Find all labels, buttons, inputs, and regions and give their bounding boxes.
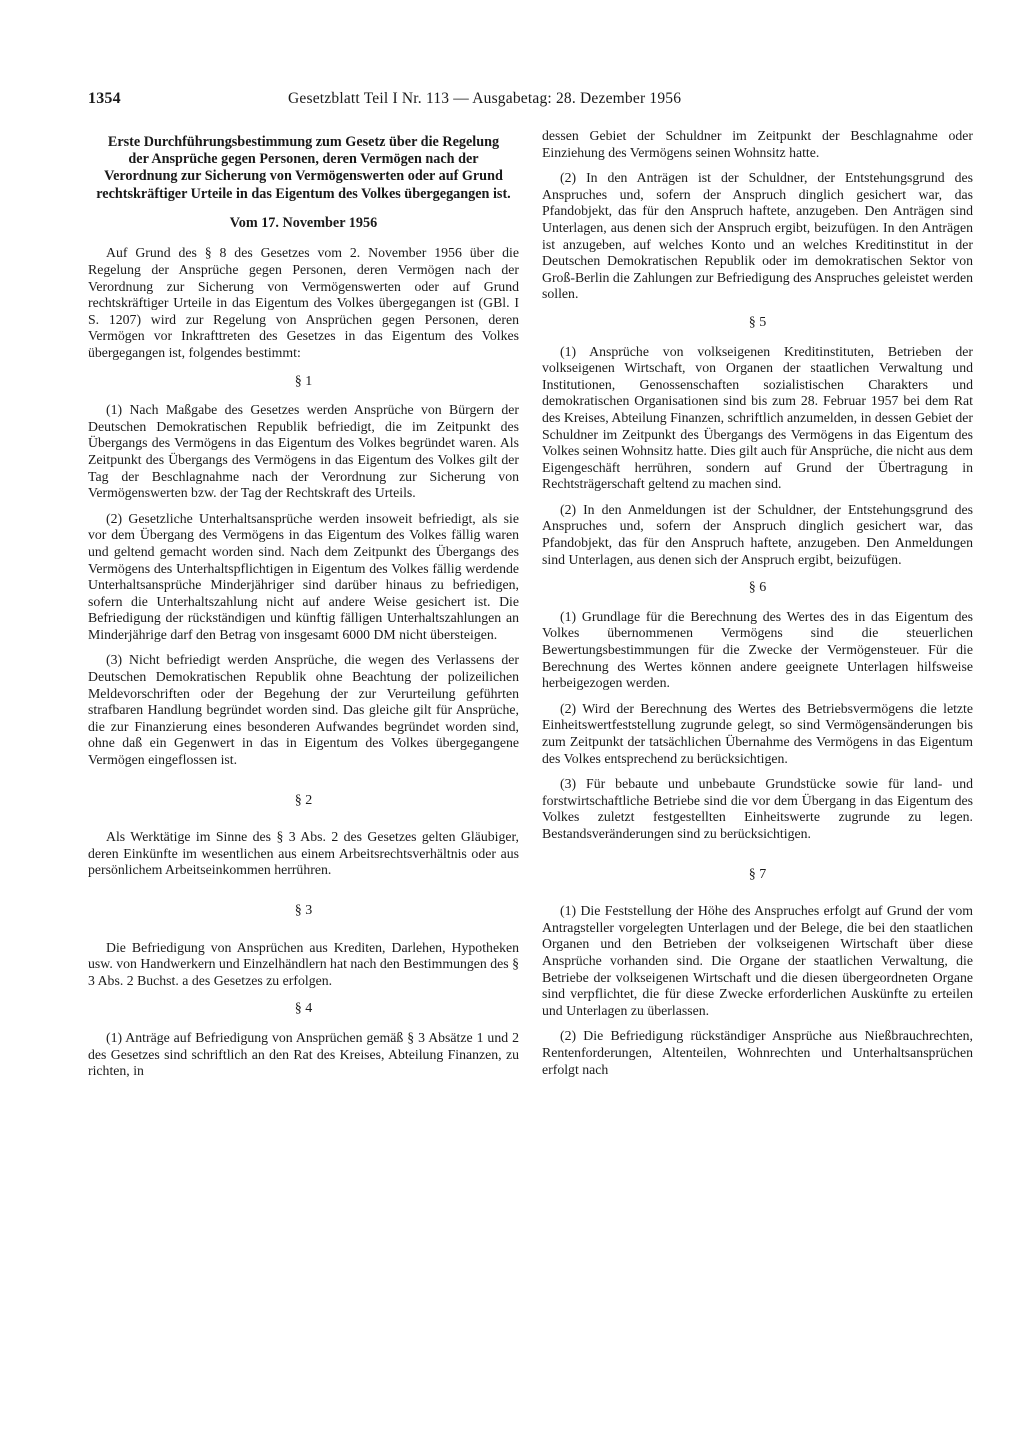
section-heading-6: § 6	[748, 580, 767, 596]
section-7-paragraph-2: (2) Die Befriedigung rückständiger Ansprüche aus Nießbrauchrechten, Rentenforderungen, Altenteilen, Wohnrechten und Unterhaltsansprüchen erfolgt nach	[542, 1028, 973, 1077]
section-6-paragraph-2: (2) Wird der Berechnung des Wertes des Betriebsvermögens die letzte Einheitswertfeststellung zugrunde gelegt, so sind Vermögensänderungen bis zum Zeitpunkt der tatsächlichen Übernahme des Vermögens in das Eigentum des Volkes entsprechend zu berücksichtigen.	[542, 700, 973, 766]
section-4-paragraph-1: (1) Anträge auf Befriedigung von Ansprüchen gemäß § 3 Absätze 1 und 2 des Gesetzes sind schriftlich an den Rat des Kreises, Abteilung Finanzen, zu richten, in	[88, 1029, 519, 1079]
section-1-paragraph-2: (2) Gesetzliche Unterhaltsansprüche werden insoweit befriedigt, als sie vor dem Übergang des Vermögens in das Eigentum des Volkes fällig waren und geltend gemacht worden sind. Nach dem Zeitpunkt des Übergangs des Vermögens des Unterhaltspflichtigen in Eigentum des Volkes fällig werdende Unterhaltsansprüche Minderjähriger sind darüber hinaus zu befriedigen, sofern die Unterhaltszahlung nicht auf andere Weise gesichert ist. Die Befriedigung der rückständigen und künftig fälligen Unterhaltszahlungen an Minderjährige darf den Betrag von insgesamt 6000 DM nicht übersteigen.	[88, 510, 519, 642]
section-6-paragraph-1: (1) Grundlage für die Berechnung des Wertes des in das Eigentum des Volkes übernommenen Vermögens sind die steuerlichen Bewertungsbestimmungen für die Zwecke der Vermögensteuer. Für die Berechnung des Wertes können andere geeignete Unterlagen hilfsweise herbeigezogen werden.	[542, 608, 973, 691]
section-3-paragraph-1: Die Befriedigung von Ansprüchen aus Krediten, Darlehen, Hypotheken usw. von Handwerkern und Einzelhändlern hat nach den Bestimmungen des § 3 Abs. 2 Buchst. a des Gesetzes zu erfolgen.	[88, 939, 519, 988]
page-number: 1354	[88, 90, 121, 107]
section-2-paragraph-1: Als Werktätige im Sinne des § 3 Abs. 2 des Gesetzes gelten Gläubiger, deren Einkünfte im wesentlichen aus einem Arbeitsrechtsverhältnis oder aus persönlichem Arbeitseinkommen herrühren.	[88, 829, 519, 878]
section-heading-2: § 2	[294, 792, 313, 808]
section-1-paragraph-3: (3) Nicht befriedigt werden Ansprüche, die wegen des Verlassens der Deutschen Demokratischen Republik ohne Beachtung der polizeilichen Meldevorschriften oder der Begehung der zur Verurteilung geführten strafbaren Handlung begründet worden sind. Das gleiche gilt für Ansprüche, die zur Finanzierung eines besonderen Aufwandes begründet worden sind, ohne daß ein Gegenwert in das in Eigentum des Volkes übergegangene Vermögen eingeflossen ist.	[88, 652, 519, 768]
intro-paragraph: Auf Grund des § 8 des Gesetzes vom 2. November 1956 über die Regelung der Ansprüche gegen Personen, deren Vermögen nach der Verordnung zur Sicherung von Vermögenswerten oder auf Grund rechtskräftiger Urteile in das Eigentum des Volkes übergegangen ist (GBl. I S. 1207) wird zur Regelung von Ansprüchen gegen Personen, deren Vermögen vor Inkrafttreten des Gesetzes in das Eigentum des Volkes übergegangen ist, folgendes bestimmt:	[88, 245, 519, 360]
section-5-paragraph-2: (2) In den Anmeldungen ist der Schuldner, der Entstehungsgrund des Anspruches und, sofern der Anspruch dinglich gesichert war, das Pfandobjekt, das für den Anspruch haftete, anzugeben. Den Anmeldungen sind Unterlagen, aus denen sich der Anspruch ergibt, beizufügen.	[542, 501, 973, 567]
section-heading-5: § 5	[748, 314, 767, 330]
section-7-paragraph-1: (1) Die Feststellung der Höhe des Anspruches erfolgt auf Grund der vom Antragsteller vorgelegten Unterlagen und der Belege, die bei den staatlichen Organen und den Betrieben der volkseigenen Wirtschaft über diese Ansprüche vorhanden sind. Die Organe der staatlichen Verwaltung, die Betriebe der volkseigenen Wirtschaft und die diesen übergeordneten Organe sind verpflichtet, die für diese Zwecke erforderlichen Auskünfte zu erteilen und Unterlagen zu überlassen.	[542, 903, 973, 1018]
section-5-paragraph-1: (1) Ansprüche von volkseigenen Kreditinstituten, Betrieben der volkseigenen Wirtschaft, von Organen der staatlichen Verwaltung und Institutionen, Genossenschaften sozialistischen Charakters und demokratischen Organisationen sind bis zum 28. Februar 1957 bei dem Rat des Kreises, Abteilung Finanzen, schriftlich anzumelden, in dessen Gebiet der Schuldner im Zeitpunkt des Übergangs des Vermögens in das Eigentum des Volkes seinen Wohnsitz hatte. Dies gilt auch für Ansprüche, die nicht aus dem Eigengeschäft herrühren, sondern auf Grund der Übertragung in Rechtsträgerschaft geltend zu machen sind.	[542, 343, 973, 492]
left-column	[88, 128, 519, 1089]
page-header	[88, 90, 984, 120]
running-head: Gesetzblatt Teil I Nr. 113 — Ausgabetag: 28. Dezember 1956	[288, 90, 682, 107]
section-4-paragraph-2: (2) In den Anträgen ist der Schuldner, der Entstehungsgrund des Anspruches und, sofern der Anspruch dinglich gesichert war, das Pfandobjekt, das für den Anspruch haftete, anzugeben. Den Anträgen sind Unterlagen, aus denen sich der Anspruch ergibt, beizufügen. In den Anträgen ist anzugeben, auf welches Konto und an welches Kreditinstitut in der Deutschen Demokratischen Republik oder im demokratischen Sektor von Groß-Berlin die Zahlungen zur Befriedigung des Anspruches geleistet werden sollen.	[542, 170, 973, 302]
section-heading-1: § 1	[294, 373, 313, 389]
section-heading-4: § 4	[294, 1001, 313, 1017]
section-heading-7: § 7	[748, 866, 767, 882]
section-6-paragraph-3: (3) Für bebaute und unbebaute Grundstücke sowie für land- und forstwirtschaftliche Betriebe sind die vor dem Übergang in das Eigentum des Volkes zuletzt festgestellten Einheitswerte zugrunde zu legen. Bestandsveränderungen sind zu berücksichtigen.	[542, 776, 973, 841]
section-4-paragraph-1-continued: dessen Gebiet der Schuldner im Zeitpunkt der Beschlagnahme oder Einziehung des Vermögens seinen Wohnsitz hatte.	[542, 128, 973, 160]
document-title: Erste Durchführungsbestimmung zum Gesetz über die Regelung der Ansprüche gegen Personen, deren Vermögen nach der Verordnung zur Sicherung von Vermögenswerten oder auf Grund rechtskräftiger Urteile in das Eigentum des Volkes übergegangen ist.	[96, 134, 511, 202]
section-1-paragraph-1: (1) Nach Maßgabe des Gesetzes werden Ansprüche von Bürgern der Deutschen Demokratischen Republik befriedigt, die im Zeitpunkt des Übergangs des Vermögens in das Eigentum des Volkes begründet waren. Als Zeitpunkt des Übergangs des Vermögens in das Eigentum des Volkes gilt der Tag der Beschlagnahme nach der Verordnung zur Sicherung von Vermögenswerten bzw. der Tag der Rechtskraft des Urteils.	[88, 402, 519, 501]
document-date: Vom 17. November 1956	[229, 214, 378, 231]
section-heading-3: § 3	[294, 903, 313, 918]
right-column	[542, 128, 973, 1087]
